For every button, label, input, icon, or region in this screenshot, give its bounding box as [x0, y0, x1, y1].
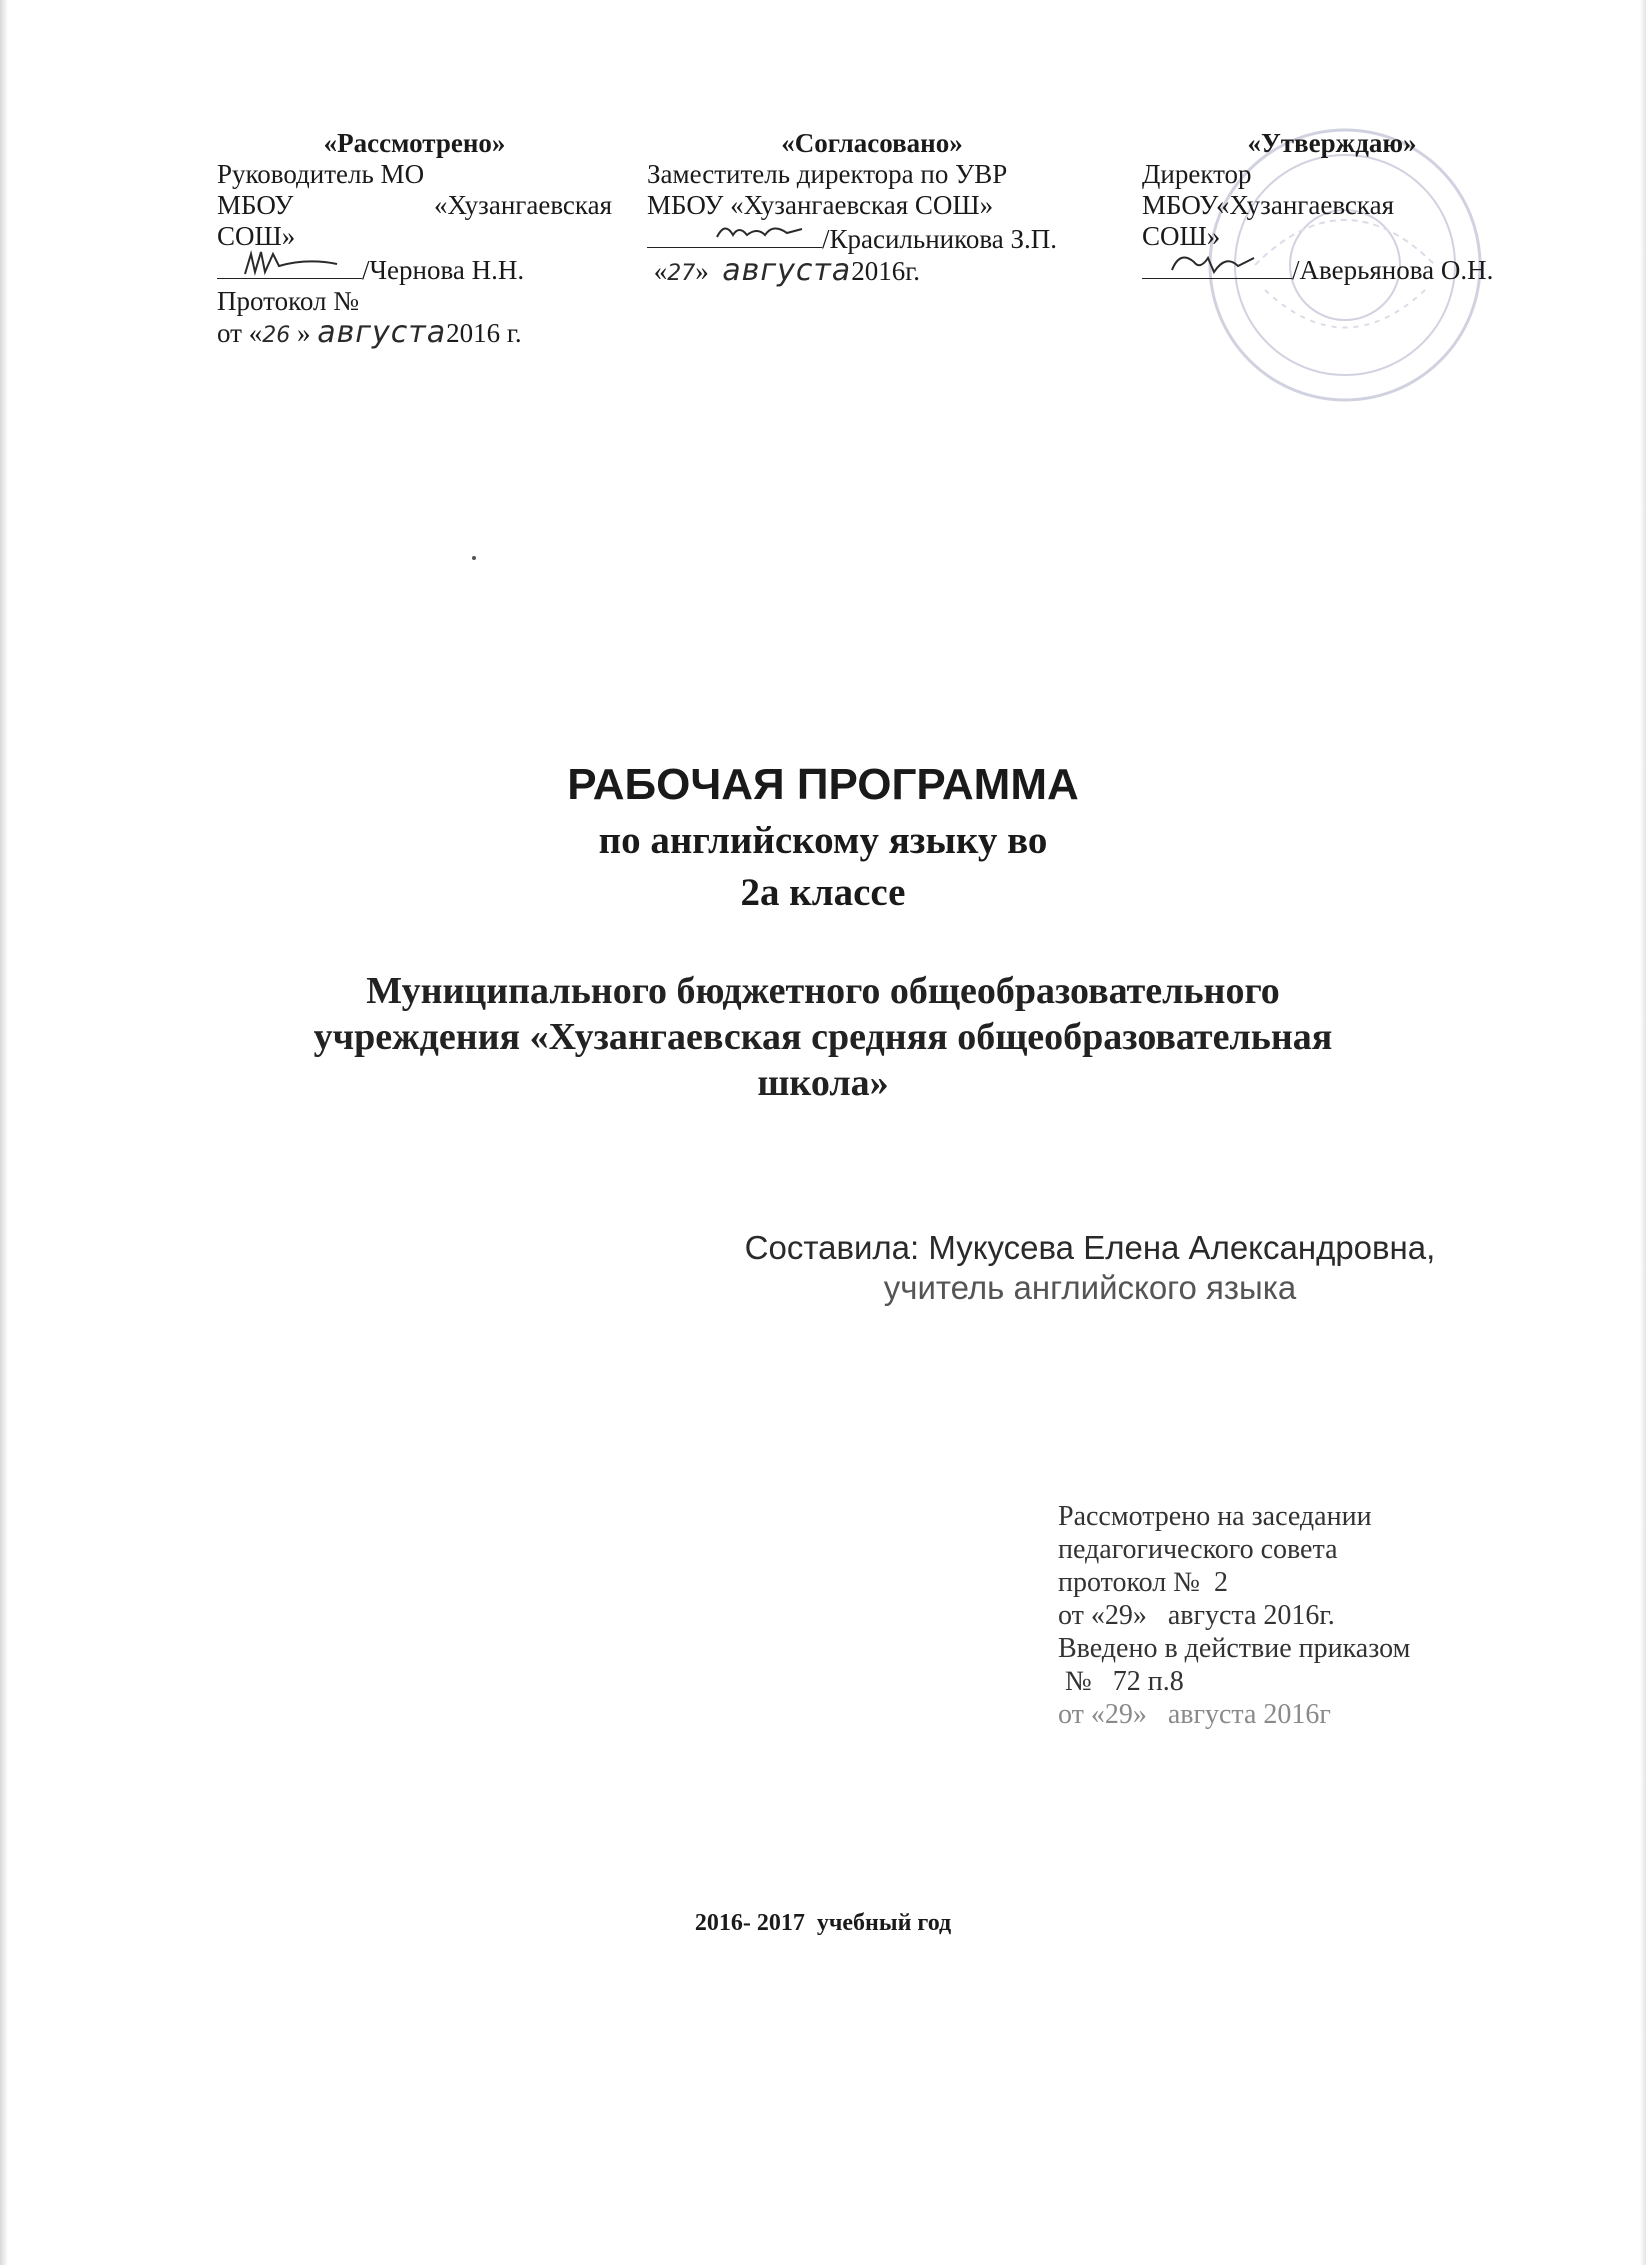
scan-speck [472, 556, 476, 560]
handwritten-month: августа [317, 315, 447, 350]
institution-line-2: учреждения «Хузангаевская средняя общеобразовательная [313, 1016, 1333, 1058]
approved-org-tail: СОШ» [1142, 221, 1221, 251]
approved-signer: /Аверьянова О.Н. [1292, 255, 1494, 285]
reviewed-date [217, 317, 612, 351]
institution-line-1: Муниципального бюджетного общеобразовательного [366, 970, 1280, 1012]
date-year: 2016 г. [446, 318, 522, 348]
council-line-7: от «29» августа 2016г [1058, 1699, 1331, 1730]
council-line-2: педагогического совета [1058, 1534, 1338, 1565]
reviewed-org-tail: СОШ» [217, 221, 296, 251]
approval-reviewed [217, 128, 612, 351]
author-block [700, 1228, 1480, 1308]
reviewed-signer: /Чернова Н.Н. [362, 255, 525, 285]
council-line-1: Рассмотрено на заседании [1058, 1501, 1372, 1532]
reviewed-heading: «Рассмотрено» [323, 128, 506, 158]
council-line-3: протокол № 2 [1058, 1567, 1228, 1598]
reviewed-position: Руководитель МО [217, 159, 425, 189]
handwritten-day: 27 [667, 261, 696, 286]
approved-signature [1142, 252, 1292, 279]
agreed-position: Заместитель директора по УВР [647, 159, 1008, 189]
handwritten-month: августа [722, 253, 852, 288]
handwritten-signature [647, 213, 822, 253]
date-mid: » [296, 318, 311, 348]
handwritten-signature [217, 244, 362, 284]
agreed-signer: /Красильникова З.П. [822, 224, 1058, 254]
approved-heading: «Утверждаю» [1247, 128, 1417, 158]
agreed-heading: «Согласовано» [781, 128, 963, 158]
date-prefix: от « [217, 318, 263, 348]
author-name: Составила: Мукусева Елена Александровна, [744, 1229, 1436, 1266]
date-prefix: « [653, 256, 668, 286]
reviewed-signature-row [217, 252, 612, 286]
agreed-org: МБОУ «Хузангаевская СОШ» [647, 190, 994, 220]
title-subject: по английскому языку во [598, 819, 1048, 862]
school-year: 2016- 2017 учебный год [694, 1910, 952, 1936]
approval-approved [1142, 128, 1522, 286]
reviewed-org-left: МБОУ [217, 190, 294, 220]
reviewed-org-right: «Хузангаевская [434, 190, 612, 220]
reviewed-signature [217, 252, 362, 279]
approved-position: Директор [1142, 159, 1252, 189]
institution-name [300, 968, 1346, 1106]
reviewed-org [217, 190, 612, 221]
agreed-date [647, 255, 1097, 289]
approval-agreed [647, 128, 1097, 289]
approved-signature-row [1142, 252, 1522, 286]
reviewed-protocol: Протокол № [217, 286, 359, 316]
handwritten-day: 26 [262, 323, 291, 348]
council-line-6: № 72 п.8 [1058, 1666, 1184, 1697]
institution-line-3: школа» [757, 1062, 889, 1104]
date-year: 2016г. [851, 256, 920, 286]
document-title: РАБОЧАЯ ПРОГРАММА [567, 760, 1079, 809]
handwritten-signature [1142, 244, 1292, 284]
author-position: учитель английского языка [883, 1269, 1297, 1306]
agreed-signature [647, 221, 822, 248]
council-info [1058, 1500, 1488, 1731]
council-line-4: от «29» августа 2016г. [1058, 1600, 1335, 1631]
title-class: 2а классе [740, 871, 906, 914]
council-line-5: Введено в действие приказом [1058, 1633, 1411, 1664]
agreed-signature-row [647, 221, 1097, 255]
date-mid: » [695, 256, 709, 286]
approved-org: МБОУ«Хузангаевская [1142, 190, 1395, 220]
